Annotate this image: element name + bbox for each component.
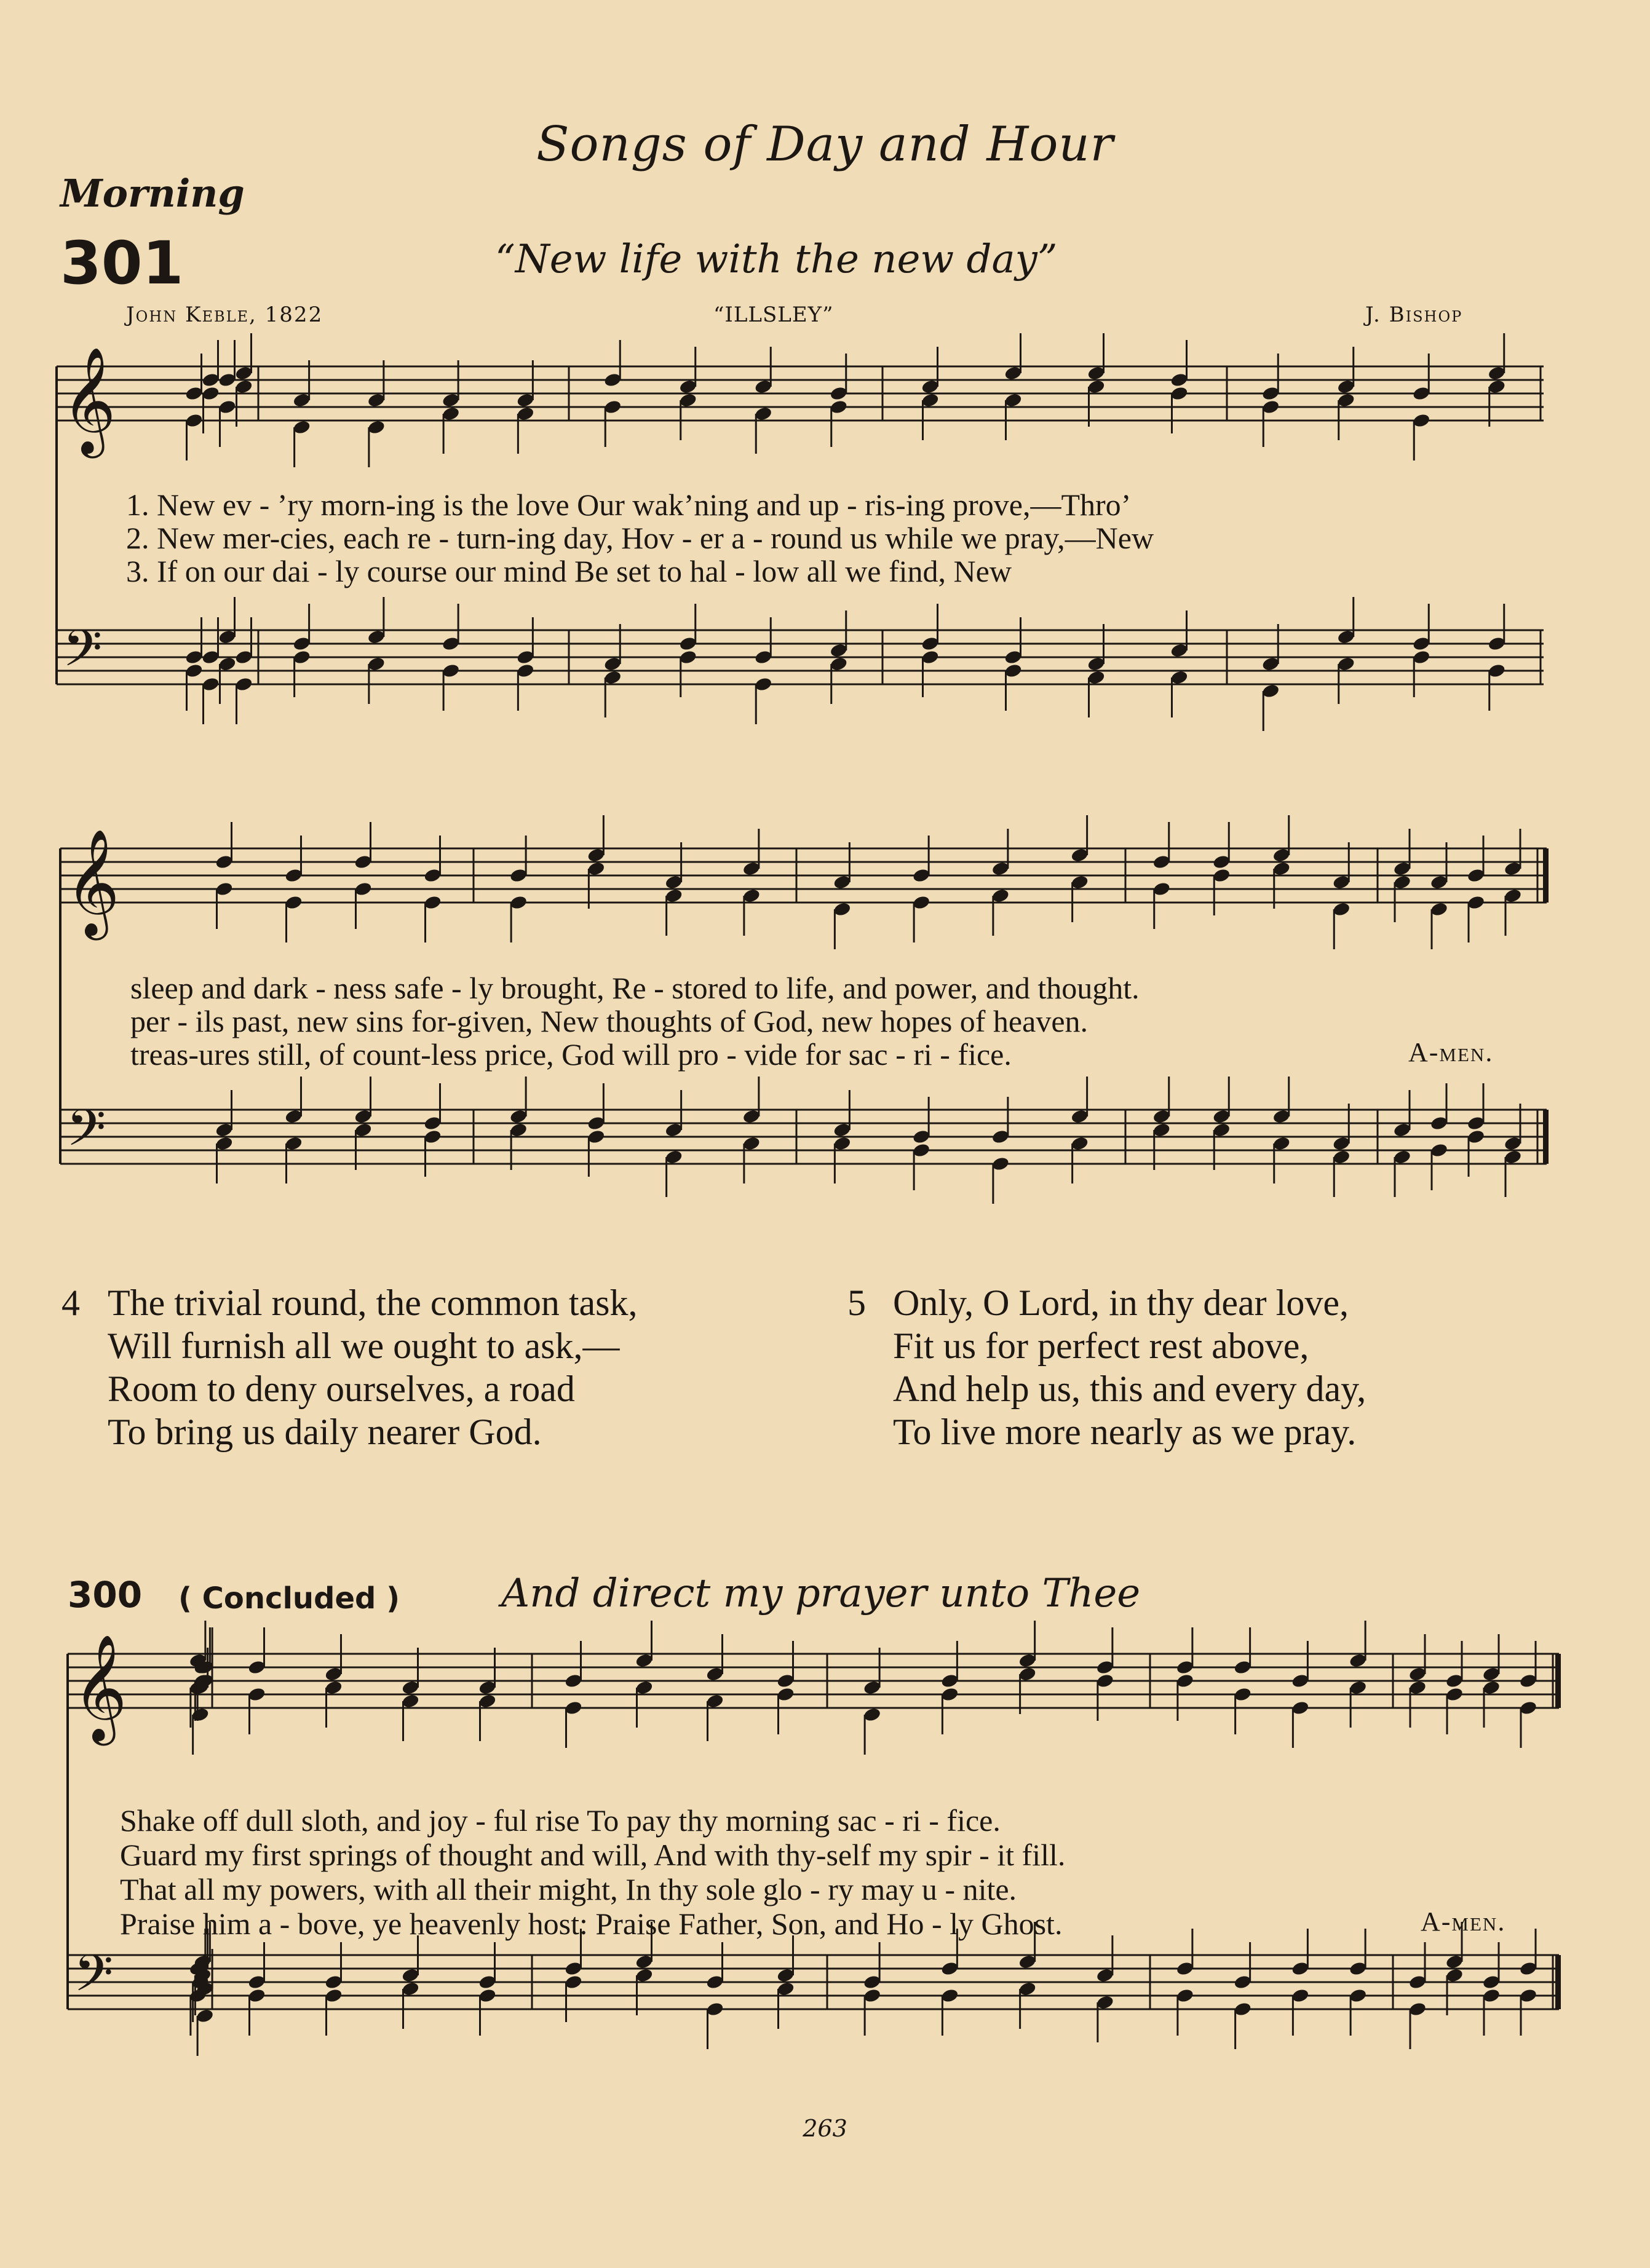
hymn-300-concluded: ( Concluded ) [178,1581,400,1616]
hymn-301-system-1-treble-clef-icon: 𝄞 [61,347,116,454]
section-heading: Songs of Day and Hour [536,117,1114,172]
hymn-300-system-treble-staff [68,1654,1559,1708]
hymn-300-lyric-line-1: Shake off dull sloth, and joy - ful rise To pay thy morning sac - ri - fice. [120,1803,1001,1838]
hymn-301-system-1-treble-staff [57,366,1544,421]
final-barline [1555,1654,1561,1708]
hymn-300-system-bass-clef-icon: 𝄢 [74,1943,114,2015]
final-barline [1543,848,1549,903]
hymn-301-lyric-line-6: treas-ures still, of count-less price, God will pro - vide for sac - ri - fice. [130,1037,1012,1072]
verse-5-line-4: To live more nearly as we pray. [893,1412,1357,1452]
verse-5-line-2: Fit us for perfect rest above, [893,1326,1309,1366]
hymn-301-system-2-treble-staff [60,848,1547,903]
hymn-300-lyric-line-4: Praise him a - bove, ye heavenly host: Praise Father, Son, and Ho - ly Ghost. [120,1906,1063,1941]
hymn-300-motto: And direct my prayer unto Thee [501,1571,1141,1616]
verse-5-line-1: Only, O Lord, in thy dear love, [893,1282,1349,1323]
page-number: 263 [803,2115,847,2142]
verse-4-line-4: To bring us daily nearer God. [108,1412,542,1452]
hymn-300-amen: A-men. [1421,1906,1506,1937]
verse-4-number: 4 [61,1282,80,1323]
hymn-301-amen: A-men. [1408,1037,1494,1067]
hymn-301-system-2-bass-clef-icon: 𝄢 [66,1098,106,1170]
verse-4-line-1: The trivial round, the common task, [108,1282,638,1323]
hymn-300-number: 300 [68,1574,143,1616]
final-barline [1543,1110,1549,1164]
verse-5-number: 5 [847,1282,866,1323]
hymn-301-lyric-line-1: 1. New ev - ’ry morn-ing is the love Our wak’ning and up - ris-ing prove,—Thro’ [126,488,1132,522]
hymn-301-lyric-line-4: sleep and dark - ness safe - ly brought, Re - stored to life, and power, and thought. [130,971,1140,1005]
hymn-301-composer: J. Bishop [1365,302,1463,327]
final-barline [1555,1955,1561,2009]
hymn-301-tune: “ILLSLEY” [713,302,834,327]
verse-4-line-3: Room to deny ourselves, a road [108,1369,575,1409]
verse-5-line-3: And help us, this and every day, [893,1369,1366,1409]
hymn-301-system-2-treble-clef-icon: 𝄞 [65,829,120,936]
hymn-301-system-1-bass-clef-icon: 𝄢 [63,618,103,690]
verse-4-line-2: Will furnish all we ought to ask,— [108,1326,620,1366]
hymn-300-lyric-line-3: That all my powers, with all their might, In thy sole glo - ry may u - nite. [120,1872,1017,1906]
hymn-300-system-bass-staff [68,1955,1559,2009]
hymn-301-motto: “New life with the new day” [495,237,1058,282]
section-label: Morning [60,171,245,216]
hymn-301-lyric-line-2: 2. New mer-cies, each re - turn-ing day, Hov - er a - round us while we pray,—New [126,521,1154,555]
hymn-300-lyric-line-2: Guard my first springs of thought and will, And with thy-self my spir - it fill. [120,1838,1066,1872]
hymn-301-lyric-line-5: per - ils past, new sins for-given, New thoughts of God, new hopes of heaven. [130,1004,1089,1038]
hymn-301-number: 301 [60,229,184,298]
hymn-301-author: John Keble, 1822 [126,302,323,327]
hymn-301-system-2-bass-staff [60,1110,1547,1164]
hymn-300-system-treble-clef-icon: 𝄞 [73,1634,127,1741]
hymn-301-system-1-bass-staff [57,630,1544,684]
hymn-301-lyric-line-3: 3. If on our dai - ly course our mind Be set to hal - low all we find, New [126,554,1012,588]
